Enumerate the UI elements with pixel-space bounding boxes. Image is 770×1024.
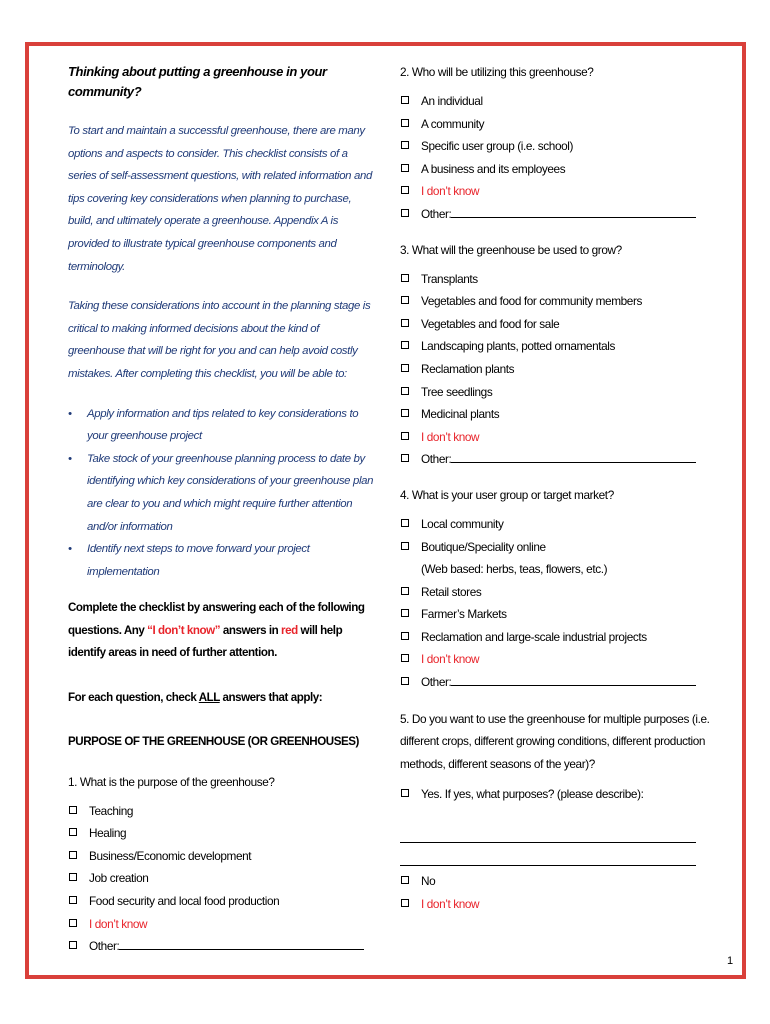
checkbox-icon[interactable] [401, 341, 409, 349]
checkbox-option[interactable]: Business/Economic development [68, 845, 378, 868]
checkbox-option[interactable]: Farmer’s Markets [400, 603, 710, 626]
checkbox-icon[interactable] [401, 141, 409, 149]
checkbox-option[interactable]: Tree seedlings [400, 381, 710, 404]
checkbox-icon[interactable] [401, 789, 409, 797]
checkbox-icon[interactable] [401, 96, 409, 104]
checkbox-icon[interactable] [69, 873, 77, 881]
checkbox-option-idk[interactable]: I don’t know [400, 893, 710, 916]
option-note: (Web based: herbs, teas, flowers, etc.) [421, 562, 608, 577]
checkbox-icon[interactable] [401, 119, 409, 127]
checkbox-option[interactable]: Vegetables and food for community members [400, 290, 710, 313]
question-5-more-options [400, 870, 710, 915]
checkbox-option[interactable]: Teaching [68, 800, 378, 823]
bullet-icon: • [68, 543, 72, 556]
checkbox-option-idk[interactable]: I don’t know [68, 913, 378, 936]
checkbox-option[interactable]: Reclamation plants [400, 358, 710, 381]
checkbox-option[interactable]: Transplants [400, 268, 710, 291]
right-column [400, 62, 710, 929]
instructions-check-all: For each question, check ALL answers that apply: [68, 691, 323, 705]
question-2: 2. Who will be utilizing this greenhouse? [400, 65, 594, 79]
checkbox-icon[interactable] [401, 432, 409, 440]
left-column [68, 62, 378, 972]
checkbox-icon[interactable] [401, 542, 409, 550]
checkbox-icon[interactable] [401, 296, 409, 304]
checkbox-option-idk[interactable]: I don’t know [400, 180, 710, 203]
checkbox-option-other[interactable]: Other: [400, 448, 710, 471]
checkbox-icon[interactable] [401, 677, 409, 685]
checkbox-option[interactable]: Food security and local food production [68, 890, 378, 913]
question-3-options [400, 268, 710, 471]
checkbox-icon[interactable] [401, 274, 409, 282]
checkbox-icon[interactable] [401, 654, 409, 662]
checkbox-option[interactable]: An individual [400, 90, 710, 113]
checkbox-option[interactable]: Reclamation and large-scale industrial projects [400, 626, 710, 649]
bullet-icon: • [68, 452, 72, 465]
question-1: 1. What is the purpose of the greenhouse? [68, 774, 275, 789]
checkbox-icon[interactable] [401, 186, 409, 194]
describe-answer-line-1[interactable] [400, 820, 696, 843]
checkbox-icon[interactable] [401, 609, 409, 617]
checkbox-option[interactable]: Vegetables and food for sale [400, 313, 710, 336]
checkbox-icon[interactable] [401, 876, 409, 884]
checkbox-icon[interactable] [69, 941, 77, 949]
other-answer-line[interactable] [451, 203, 696, 218]
checkbox-icon[interactable] [401, 899, 409, 907]
checkbox-option[interactable]: Local community [400, 513, 710, 536]
checkbox-icon[interactable] [401, 209, 409, 217]
section-title: PURPOSE OF THE GREENHOUSE (OR GREENHOUSES) [68, 734, 359, 748]
page-number: 1 [727, 955, 734, 967]
checkbox-icon[interactable] [69, 896, 77, 904]
checkbox-option-idk[interactable]: I don’t know [400, 426, 710, 449]
question-4-options [400, 513, 710, 694]
checkbox-option[interactable]: Job creation [68, 867, 378, 890]
outcome-item: • Take stock of your greenhouse planning process to date by identifying which key considerations of your greenhouse plan are clear to you and which might require further attention and/or information [68, 448, 378, 538]
other-answer-line[interactable] [119, 935, 364, 950]
checkbox-option-other[interactable]: Other: [400, 671, 710, 694]
checkbox-icon[interactable] [69, 828, 77, 836]
checkbox-icon[interactable] [401, 164, 409, 172]
checkbox-option[interactable]: A business and its employees [400, 158, 710, 181]
checkbox-icon[interactable] [401, 632, 409, 640]
page-heading: Thinking about putting a greenhouse in your community? [68, 64, 327, 99]
bullet-icon: • [68, 407, 72, 420]
checkbox-option-other[interactable]: Other: [68, 935, 378, 958]
checkbox-icon[interactable] [401, 364, 409, 372]
other-answer-line[interactable] [451, 448, 696, 463]
question-5-options [400, 783, 710, 806]
intro-paragraph-2: Taking these considerations into account in the planning stage is critical to making informed decisions about the kind of greenhouse that will be right for you and can help avoid costly mistakes. After completing this checklist, you will be able to: [68, 300, 371, 380]
outcome-item: • Apply information and tips related to key considerations to your greenhouse project [68, 403, 378, 448]
checkbox-option-other[interactable]: Other: [400, 203, 710, 226]
outcome-item: • Identify next steps to move forward your project implementation [68, 538, 378, 583]
checkbox-option[interactable]: Medicinal plants [400, 403, 710, 426]
question-1-options [68, 800, 378, 958]
question-3: 3. What will the greenhouse be used to grow? [400, 242, 622, 257]
checkbox-option-yes[interactable]: Yes. If yes, what purposes? (please describe): [400, 783, 710, 806]
checkbox-icon[interactable] [401, 409, 409, 417]
checkbox-option[interactable]: Healing [68, 822, 378, 845]
outcomes-list [68, 403, 378, 584]
question-4: 4. What is your user group or target market? [400, 487, 614, 502]
checkbox-icon[interactable] [69, 851, 77, 859]
question-2-options [400, 90, 710, 226]
intro-paragraph-1: To start and maintain a successful greenhouse, there are many options and aspects to consider. This checklist consists of a series of self-assessment questions, with related information and tips covering key considerations when planning to purchase, build, and ultimately operate a greenhouse. Appendix A is provided to illustrate typical greenhouse components and terminology. [68, 125, 372, 273]
checkbox-icon[interactable] [401, 587, 409, 595]
checkbox-icon[interactable] [401, 454, 409, 462]
question-5: 5. Do you want to use the greenhouse for multiple purposes (i.e. different crops, different growing conditions, different production methods, different seasons of the year)? [400, 711, 710, 771]
checkbox-option-no[interactable]: No [400, 870, 710, 893]
checkbox-icon[interactable] [69, 806, 77, 814]
checkbox-icon[interactable] [401, 387, 409, 395]
instructions-complete: Complete the checklist by answering each of the following questions. Any “I don’t know” answers in red will help identify areas in need of further attention. [68, 601, 365, 660]
checkbox-option[interactable]: Specific user group (i.e. school) [400, 135, 710, 158]
checkbox-option[interactable]: Boutique/Speciality online [400, 536, 710, 559]
checkbox-option[interactable]: A community [400, 113, 710, 136]
checkbox-icon[interactable] [401, 319, 409, 327]
checkbox-option-idk[interactable]: I don’t know [400, 648, 710, 671]
other-answer-line[interactable] [451, 671, 696, 686]
checkbox-option[interactable]: Landscaping plants, potted ornamentals [400, 335, 710, 358]
checkbox-option[interactable]: Retail stores [400, 581, 710, 604]
checkbox-icon[interactable] [69, 919, 77, 927]
checkbox-icon[interactable] [401, 519, 409, 527]
describe-answer-line-2[interactable] [400, 843, 696, 866]
